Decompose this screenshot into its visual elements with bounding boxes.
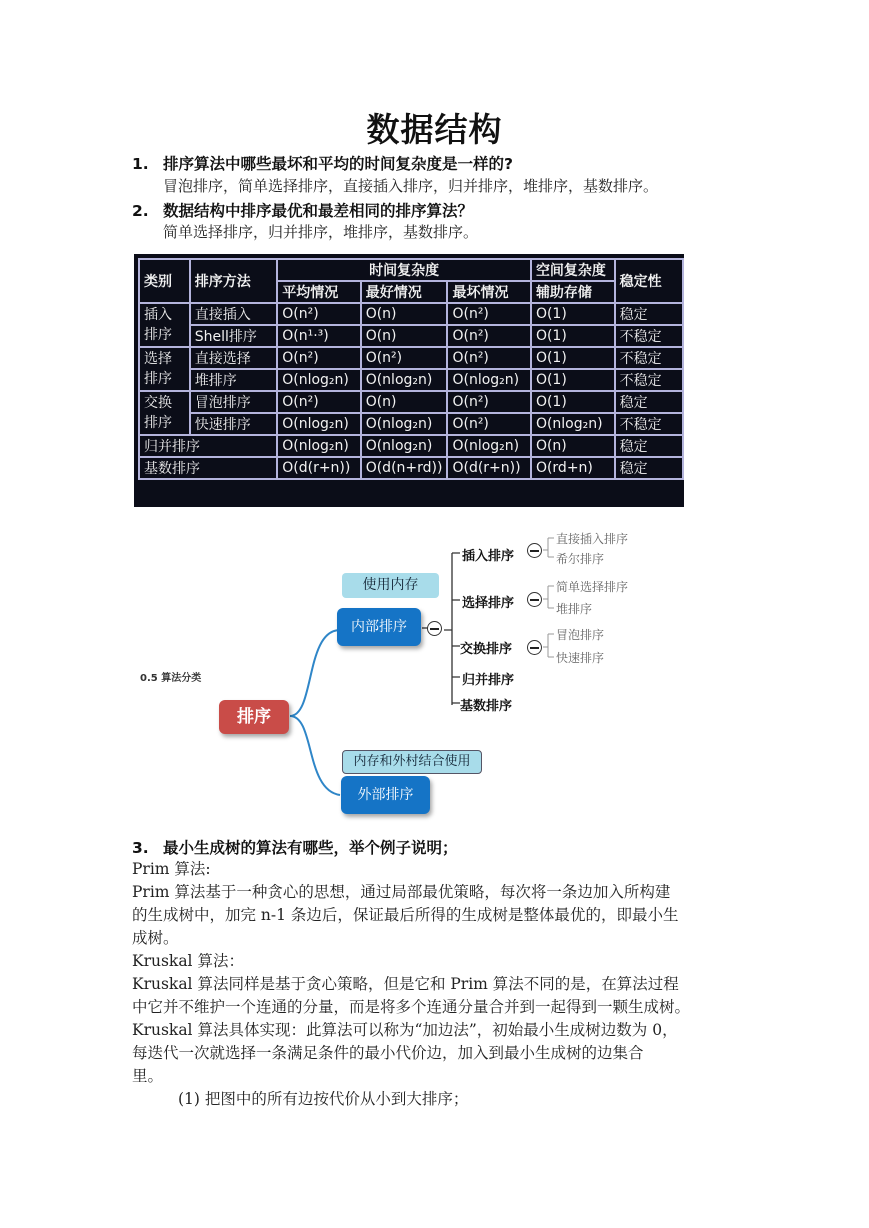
body-line: 的生成树中，加完 n-1 条边后，保证最后所得的生成树是整体最优的，即最小生 <box>132 906 679 924</box>
best-cell: O(nlog₂n) <box>361 369 448 391</box>
worst-cell: O(nlog₂n) <box>447 435 530 457</box>
leaf-node: 希尔排序 <box>556 552 605 566</box>
leaf-node: 直接插入排序 <box>556 532 629 546</box>
method-cell: 冒泡排序 <box>190 391 277 413</box>
question-text: 数据结构中排序最优和最差相同的排序算法？ <box>163 202 474 220</box>
stable-cell: 不稳定 <box>615 413 683 435</box>
collapse-icon[interactable] <box>527 543 542 558</box>
leaf-node: 快速排序 <box>556 651 605 665</box>
answer-2: 简单选择排序，归并排序，堆排序，基数排序。 <box>163 223 479 241</box>
page-title: 数据结构 <box>366 110 503 149</box>
worst-cell: O(n²) <box>447 347 530 369</box>
body-line: Prim 算法: <box>132 860 211 878</box>
body-line: 成树。 <box>132 929 179 947</box>
body-line: Prim 算法基于一种贪心的思想，通过局部最优策略，每次将一条边加入所构建 <box>132 883 671 901</box>
aux-cell: O(rd+n) <box>531 457 615 479</box>
aux-cell: O(n) <box>531 435 615 457</box>
branch-select: 选择排序 <box>462 596 515 611</box>
avg-cell: O(nlog₂n) <box>277 369 360 391</box>
best-cell: O(nlog₂n) <box>361 413 448 435</box>
body-line: 每迭代一次就选择一条满足条件的最小代价边，加入到最小生成树的边集合 <box>132 1044 644 1062</box>
header-time: 时间复杂度 <box>277 259 531 281</box>
aux-cell: O(1) <box>531 369 615 391</box>
stable-cell: 稳定 <box>615 391 683 413</box>
stable-cell: 不稳定 <box>615 369 683 391</box>
method-cell: 快速排序 <box>190 413 277 435</box>
question-number: 3. <box>132 839 149 857</box>
question-text: 排序算法中哪些最坏和平均的时间复杂度是一样的? <box>163 155 513 173</box>
leaf-node: 堆排序 <box>556 602 593 616</box>
aux-cell: O(1) <box>531 303 615 325</box>
group-cell: 选择排序 <box>139 347 190 391</box>
header-worst: 最坏情况 <box>447 281 530 303</box>
stable-cell: 稳定 <box>615 435 683 457</box>
stable-cell: 稳定 <box>615 457 683 479</box>
body-line: Kruskal 算法： <box>132 952 244 970</box>
best-cell: O(d(n+rd)) <box>361 457 448 479</box>
avg-cell: O(n²) <box>277 303 360 325</box>
group-cell: 插入排序 <box>139 303 190 347</box>
worst-cell: O(n²) <box>447 391 530 413</box>
worst-cell: O(d(r+n)) <box>447 457 530 479</box>
body-line: 里。 <box>132 1067 164 1085</box>
question-text: 最小生成树的算法有哪些，举个例子说明； <box>163 839 458 857</box>
avg-cell: O(d(r+n)) <box>277 457 360 479</box>
question-3 <box>132 836 458 858</box>
collapse-icon[interactable] <box>527 592 542 607</box>
best-cell: O(n) <box>361 325 448 347</box>
method-cell: 直接选择 <box>190 347 277 369</box>
worst-cell: O(n²) <box>447 303 530 325</box>
external-note: 内存和外村结合使用 <box>342 750 482 774</box>
root-node: 排序 <box>219 700 289 734</box>
branch-swap: 交换排序 <box>460 642 513 657</box>
header-category: 类别 <box>139 259 190 303</box>
stable-cell: 不稳定 <box>615 347 683 369</box>
aux-cell: O(1) <box>531 391 615 413</box>
collapse-icon[interactable] <box>427 621 442 636</box>
best-cell: O(nlog₂n) <box>361 435 448 457</box>
method-cell: 堆排序 <box>190 369 277 391</box>
worst-cell: O(nlog₂n) <box>447 369 530 391</box>
method-cell: 归并排序 <box>139 435 277 457</box>
external-sort-node: 外部排序 <box>341 776 430 814</box>
internal-sort-node: 内部排序 <box>337 608 421 646</box>
header-aux: 辅助存储 <box>531 281 615 303</box>
mindmap-caption: 0.5 算法分类 <box>140 673 202 684</box>
avg-cell: O(n²) <box>277 347 360 369</box>
body-line: (1) 把图中的所有边按代价从小到大排序； <box>178 1090 469 1108</box>
header-space: 空间复杂度 <box>531 259 615 281</box>
header-method: 排序方法 <box>190 259 277 303</box>
header-stable: 稳定性 <box>615 259 683 303</box>
best-cell: O(n²) <box>361 347 448 369</box>
avg-cell: O(n¹·³) <box>277 325 360 347</box>
stable-cell: 不稳定 <box>615 325 683 347</box>
aux-cell: O(nlog₂n) <box>531 413 615 435</box>
answer-1: 冒泡排序，简单选择排序，直接插入排序，归并排序，堆排序，基数排序。 <box>163 177 659 195</box>
branch-merge: 归并排序 <box>462 673 515 688</box>
aux-cell: O(1) <box>531 325 615 347</box>
question-number: 1. <box>132 155 149 173</box>
best-cell: O(n) <box>361 391 448 413</box>
header-avg: 平均情况 <box>277 281 360 303</box>
stable-cell: 稳定 <box>615 303 683 325</box>
method-cell: Shell排序 <box>190 325 277 347</box>
branch-insert: 插入排序 <box>462 549 515 564</box>
leaf-node: 简单选择排序 <box>556 580 629 594</box>
collapse-icon[interactable] <box>527 640 542 655</box>
aux-cell: O(1) <box>531 347 615 369</box>
worst-cell: O(n²) <box>447 413 530 435</box>
group-cell: 交换排序 <box>139 391 190 435</box>
body-line: Kruskal 算法具体实现：此算法可以称为“加边法”，初始最小生成树边数为 0， <box>132 1021 678 1039</box>
branch-radix: 基数排序 <box>460 699 513 714</box>
avg-cell: O(nlog₂n) <box>277 413 360 435</box>
leaf-node: 冒泡排序 <box>556 628 605 642</box>
body-line: Kruskal 算法同样是基于贪心策略，但是它和 Prim 算法不同的是，在算法过程 <box>132 975 679 993</box>
avg-cell: O(nlog₂n) <box>277 435 360 457</box>
question-number: 2. <box>132 202 149 220</box>
header-best: 最好情况 <box>361 281 448 303</box>
avg-cell: O(n²) <box>277 391 360 413</box>
worst-cell: O(n²) <box>447 325 530 347</box>
body-line: 中它并不维护一个连通的分量，而是将多个连通分量合并到一起得到一颗生成树。 <box>132 998 691 1016</box>
internal-note: 使用内存 <box>342 573 439 598</box>
method-cell: 基数排序 <box>139 457 277 479</box>
method-cell: 直接插入 <box>190 303 277 325</box>
best-cell: O(n) <box>361 303 448 325</box>
